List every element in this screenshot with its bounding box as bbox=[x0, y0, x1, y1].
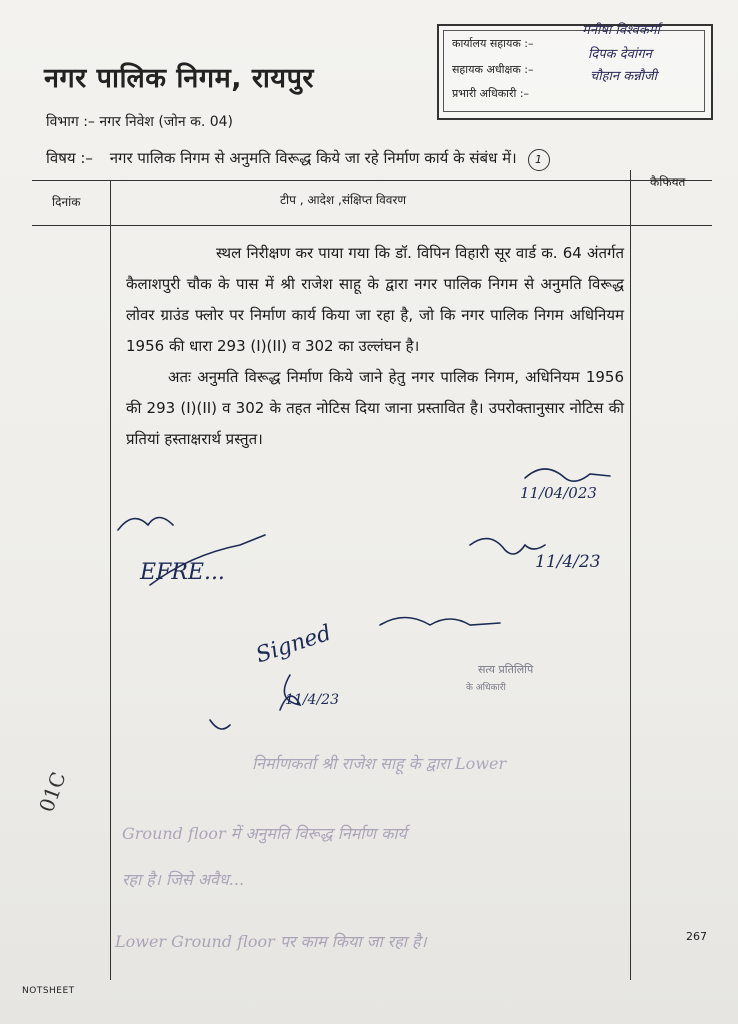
signature-right-1-date: 11/04/023 bbox=[520, 484, 597, 502]
column-header-remarks: कैफियत bbox=[650, 175, 686, 189]
signed-date: 11/4/23 bbox=[285, 692, 339, 708]
stamp-row-sign-1: मनीषा विश्वकर्मा bbox=[582, 23, 660, 38]
subject-number-circle: 1 bbox=[528, 149, 550, 171]
margin-note: 01C bbox=[34, 768, 71, 816]
signature-right-1-stroke bbox=[525, 469, 610, 481]
faint-note-line-3: रहा है। जिसे अवैध... bbox=[122, 870, 245, 889]
department-label: विभाग :– bbox=[46, 114, 95, 130]
subject-label: विषय :– bbox=[46, 149, 93, 167]
signature-left-1-stroke bbox=[118, 518, 173, 531]
organization-title: नगर पालिक निगम, रायपुर bbox=[44, 63, 314, 94]
stamp-row-sign-2: दिपक देवांगन bbox=[588, 47, 652, 62]
faint-note-line-4: Lower Ground floor पर काम किया जा रहा है। bbox=[115, 932, 427, 951]
note-paragraph-1: स्थल निरीक्षण कर पाया गया कि डॉ. विपिन विहारी सूर वार्ड क. 64 अंतर्गत कैलाशपुरी चौक के पास में श्री राजेश साहू के द्वारा नगर पालिक निगम से अनुमति विरूद्ध लोवर ग्राउंड फ्लोर पर निर्माण कार्य किया जा रहा है, जो कि नगर पालिक निगम अधिनियम 1956 की धारा 293 (I)(II) व 302 का उल्लंघन है। bbox=[126, 244, 624, 355]
note-paragraph-2: अतः अनुमति विरूद्ध निर्माण किये जाने हेतु नगर पालिक निगम, अधिनियम 1956 की 293 (I)(II) व 302 के तहत नोटिस दिया जाना प्रस्तावित है। उपरोक्तानुसार नोटिस की प्रतियां हस्ताक्षरार्थ प्रस्तुत। bbox=[126, 368, 624, 448]
stamp-row-label-1: कार्यालय सहायक :– bbox=[452, 37, 534, 50]
signature-right-2-stroke bbox=[470, 539, 545, 554]
signature-right-2-date: 11/4/23 bbox=[535, 552, 601, 572]
stamp-mid-line-1: सत्य प्रतिलिपि bbox=[478, 663, 534, 676]
column-header-notes: टीप , आदेश ,संक्षिप्त विवरण bbox=[280, 193, 407, 207]
signature-mid-stroke bbox=[380, 618, 500, 626]
signed-text: Signed bbox=[253, 620, 335, 669]
signature-signed-tick bbox=[210, 720, 230, 729]
stamp-row-label-3: प्रभारी अधिकारी :– bbox=[452, 87, 530, 100]
subject-value: नगर पालिक निगम से अनुमति विरूद्ध किये जा रहे निर्माण कार्य के संबंध में। bbox=[109, 149, 517, 167]
column-header-date: दिनांक bbox=[52, 195, 81, 209]
department-value: नगर निवेश (जोन क. 04) bbox=[99, 114, 233, 130]
page-number: 267 bbox=[686, 930, 707, 943]
signature-left-2-text: EFRE... bbox=[140, 560, 225, 585]
stamp-mid-line-2: के अधिकारी bbox=[466, 683, 506, 693]
footer-label: NOTSHEET bbox=[22, 986, 75, 996]
faint-note-line-1: निर्माणकर्ता श्री राजेश साहू के द्वारा Lower bbox=[252, 754, 507, 773]
faint-note-line-2: Ground floor में अनुमति विरूद्ध निर्माण कार्य bbox=[122, 824, 407, 843]
stamp-row-sign-3: चौहान कन्नौजी bbox=[590, 69, 658, 84]
stamp-row-label-2: सहायक अधीक्षक :– bbox=[452, 63, 534, 76]
